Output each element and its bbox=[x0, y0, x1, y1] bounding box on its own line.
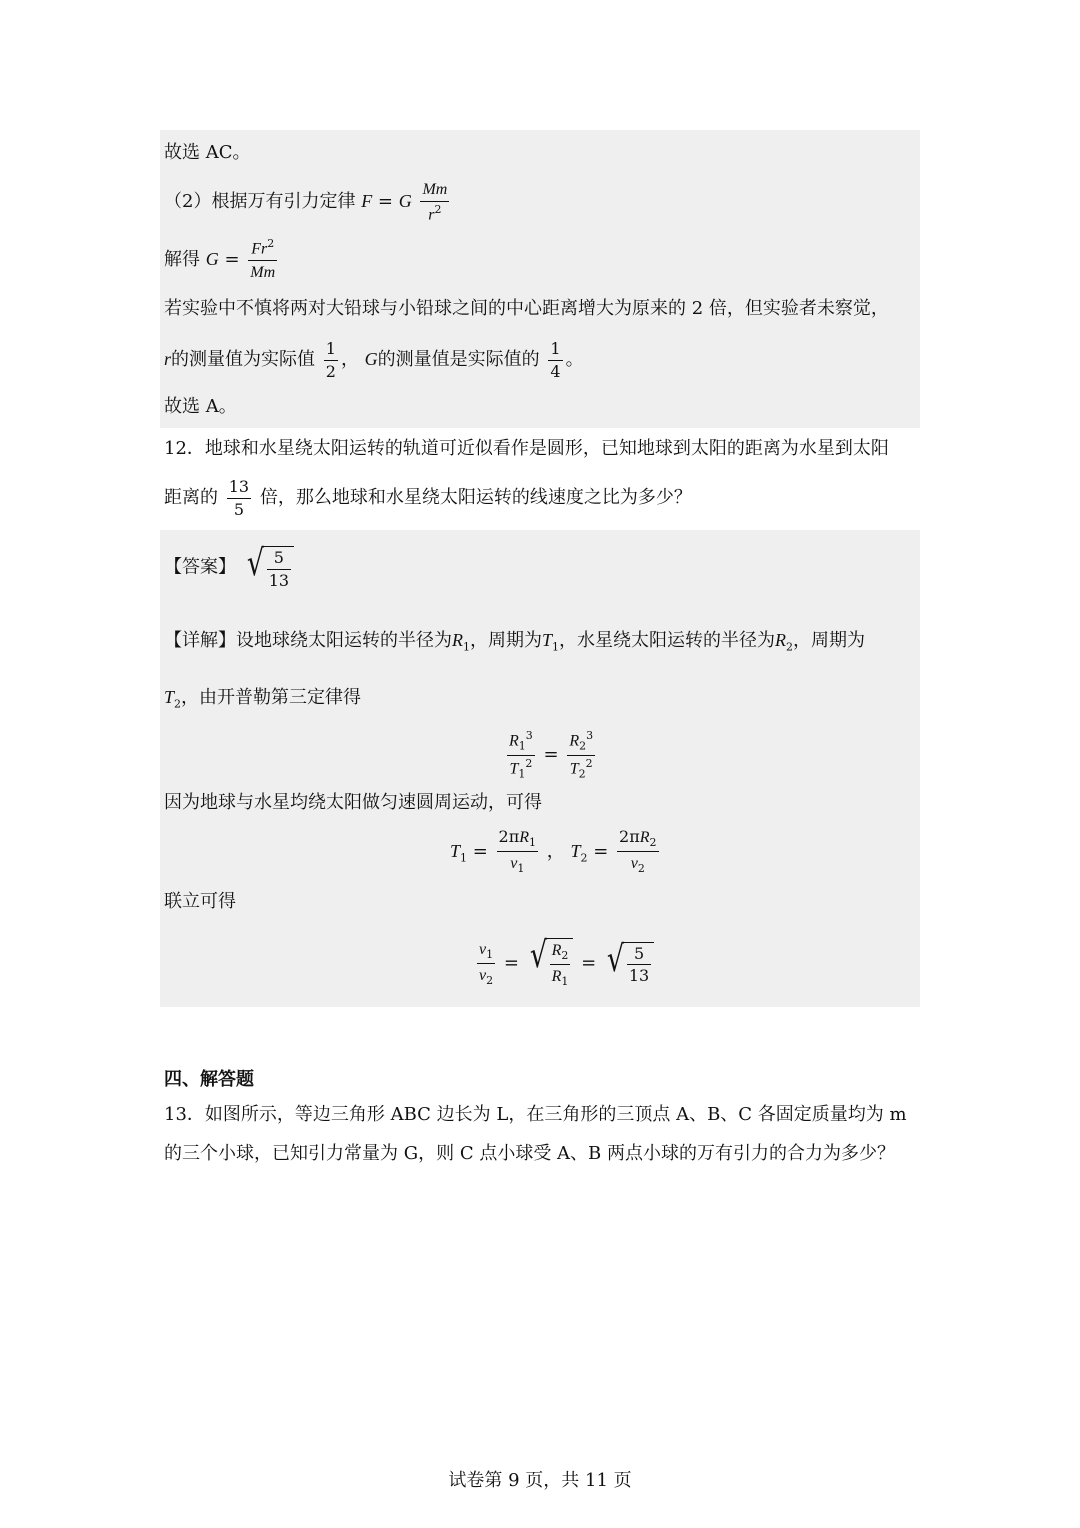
question-13-line-1: 13．如图所示，等边三角形 ABC 边长为 L，在三角形的三顶点 A、B、C 各固定质量均为 m bbox=[164, 1104, 907, 1125]
formula-line: （2）根据万有引力定律 F = G $\frac{Mm}{r^2}$ bbox=[164, 181, 448, 223]
fraction-Fr2-over-Mm: $\frac{Fr^2}{Mm}$ bbox=[250, 237, 276, 281]
detail-line-3: 因为地球与水星均绕太阳做匀速圆周运动，可得 bbox=[164, 792, 542, 813]
detail-line-4: 联立可得 bbox=[164, 891, 236, 912]
page-footer: 试卷第 9 页，共 11 页 bbox=[448, 1470, 632, 1491]
detail-line-2: $T_2$，由开普勒第三定律得 bbox=[164, 687, 362, 711]
question-12-line-1: 12．地球和水星绕太阳运转的轨道可近似看作是圆形，已知地球到太阳的距离为水星到太阳 bbox=[164, 438, 889, 459]
text-line: 故选 A。 bbox=[164, 396, 237, 417]
period-formula: $T_1$ = $\frac{2\pi R_1}{v_1}$ ， $T_2$ = $\frac{2\pi R_2}{v_2}$ bbox=[450, 827, 657, 876]
fraction-quarter: $\frac{1}{4}$ bbox=[550, 339, 561, 381]
section-heading: 四、解答题 bbox=[164, 1069, 254, 1090]
detail-line-1: 【详解】设地球绕太阳运转的半径为$R_1$，周期为$T_1$，水星绕太阳运转的半径为$R_2$，周期为 bbox=[164, 630, 866, 654]
fraction-Mm-over-r2: $\frac{Mm}{r^2}$ bbox=[422, 181, 448, 223]
fraction-half: $\frac{1}{2}$ bbox=[325, 339, 336, 381]
text-line: 若实验中不慎将两对大铅球与小铅球之间的中心距离增大为原来的 2 倍，但实验者未察觉， bbox=[164, 298, 889, 319]
question-12-line-2: 距离的 $\frac{13}{5}$ 倍，那么地球和水星绕太阳运转的线速度之比为多少？ bbox=[164, 477, 692, 519]
sqrt-5-over-13: √ $\frac{5}{13}$ bbox=[244, 546, 294, 589]
answer-line: 【答案】 √ $\frac{5}{13}$ bbox=[164, 546, 296, 589]
fraction-13-over-5: $\frac{13}{5}$ bbox=[228, 477, 250, 519]
text-line: 故选 AC。 bbox=[164, 142, 251, 163]
formula-line: 解得 G = $\frac{Fr^2}{Mm}$ bbox=[164, 237, 276, 281]
question-13-line-2: 的三个小球，已知引力常量为 G，则 C 点小球受 A、B 两点小球的万有引力的合力为多少？ bbox=[164, 1143, 895, 1164]
kepler-formula: $\frac{R_1^3}{T_1^2}$ = $\frac{R_2^3}{T_2^2}$ bbox=[509, 729, 594, 781]
velocity-ratio-formula: $\frac{v_1}{v_2}$ = √ $\frac{R_2}{R_1}$ = √ $\frac{5}{13}$ bbox=[474, 938, 656, 989]
formula-line: r的测量值为实际值 $\frac{1}{2}$ ， G的测量值是实际值的 $\frac{1}{4}$ 。 bbox=[164, 339, 584, 381]
